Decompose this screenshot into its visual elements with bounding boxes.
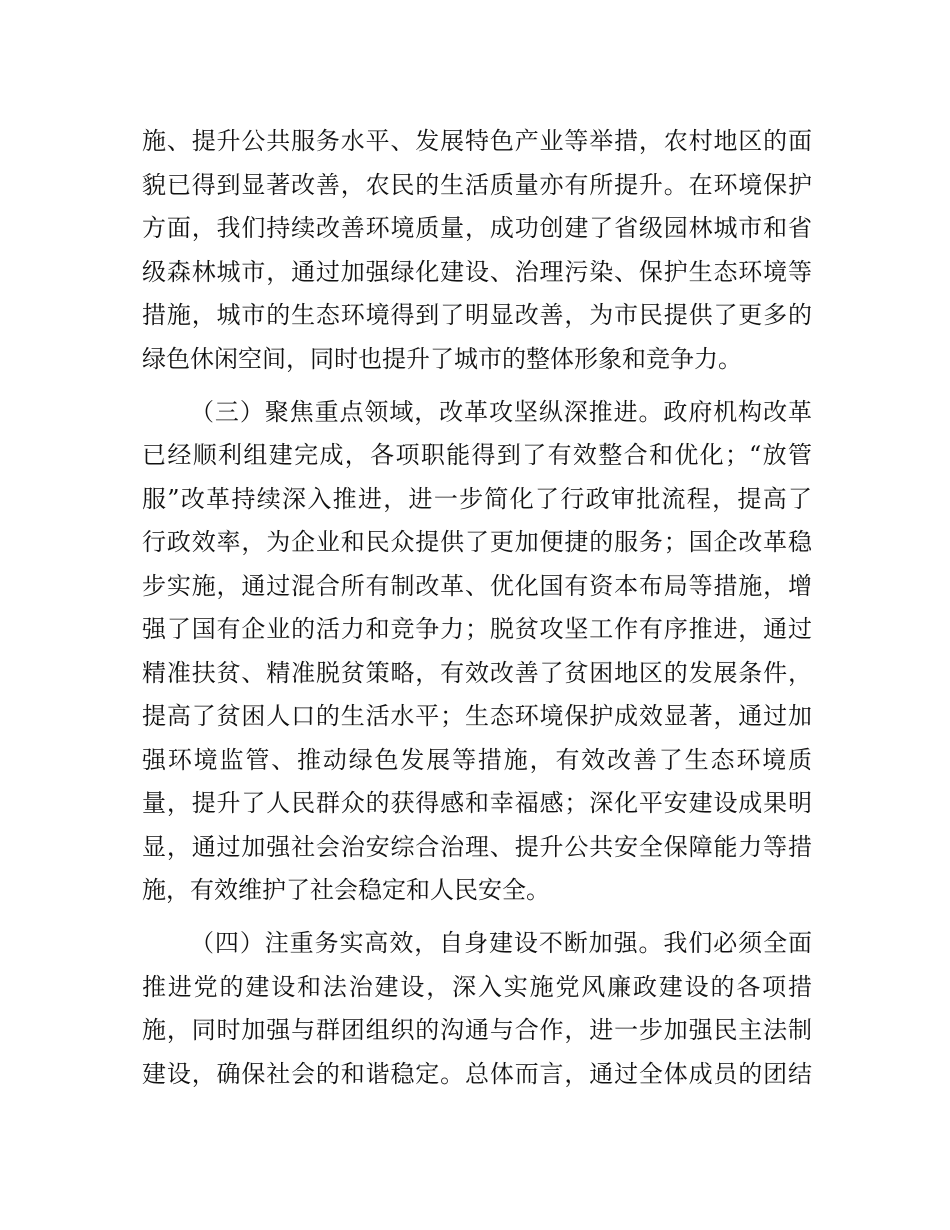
paragraph-3-line-2: 推进党的建设和法治建设，深入实施党风廉政建设的各项措 [142, 973, 812, 1001]
paragraph-2-line-12: 施，有效维护了社会稳定和人民安全。 [142, 876, 550, 904]
paragraph-1-line-3: 方面，我们持续改善环境质量，成功创建了省级园林城市和省 [142, 214, 812, 242]
paragraph-2-line-1: （三）聚焦重点领域，改革攻坚纵深推进。政府机构改革 [190, 398, 812, 426]
paragraph-2-line-2: 已经顺利组建完成，各项职能得到了有效整合和优化；“放管 [142, 441, 812, 469]
paragraph-1-line-2: 貌已得到显著改善，农民的生活质量亦有所提升。在环境保护 [142, 171, 812, 199]
paragraph-2-line-3: 服”改革持续深入推进，进一步简化了行政审批流程，提高了 [142, 485, 812, 513]
paragraph-3-line-4: 建设，确保社会的和谐稳定。总体而言，通过全体成员的团结 [142, 1060, 812, 1088]
paragraph-1-line-1: 施、提升公共服务水平、发展特色产业等举措，农村地区的面 [142, 127, 812, 155]
paragraph-3-line-3: 施，同时加强与群团组织的沟通与合作，进一步加强民主法制 [142, 1016, 812, 1044]
paragraph-2-line-4: 行政效率，为企业和民众提供了更加便捷的服务；国企改革稳 [142, 528, 812, 556]
paragraph-2-line-5: 步实施，通过混合所有制改革、优化国有资本布局等措施，增 [142, 572, 812, 600]
paragraph-1-line-6: 绿色休闲空间，同时也提升了城市的整体形象和竞争力。 [142, 345, 742, 373]
paragraph-2-line-11: 显，通过加强社会治安综合治理、提升公共安全保障能力等措 [142, 833, 812, 861]
paragraph-2-line-6: 强了国有企业的活力和竞争力；脱贫攻坚工作有序推进，通过 [142, 615, 812, 643]
paragraph-3-line-1: （四）注重务实高效，自身建设不断加强。我们必须全面 [190, 929, 812, 957]
paragraph-1-line-5: 措施，城市的生态环境得到了明显改善，为市民提供了更多的 [142, 301, 812, 329]
paragraph-2-line-9: 强环境监管、推动绿色发展等措施，有效改善了生态环境质 [142, 746, 812, 774]
paragraph-1-line-4: 级森林城市，通过加强绿化建设、治理污染、保护生态环境等 [142, 258, 812, 286]
paragraph-2-line-7: 精准扶贫、精准脱贫策略，有效改善了贫困地区的发展条件， [142, 659, 812, 687]
paragraph-2-line-8: 提高了贫困人口的生活水平；生态环境保护成效显著，通过加 [142, 702, 812, 730]
paragraph-2-line-10: 量，提升了人民群众的获得感和幸福感；深化平安建设成果明 [142, 789, 812, 817]
